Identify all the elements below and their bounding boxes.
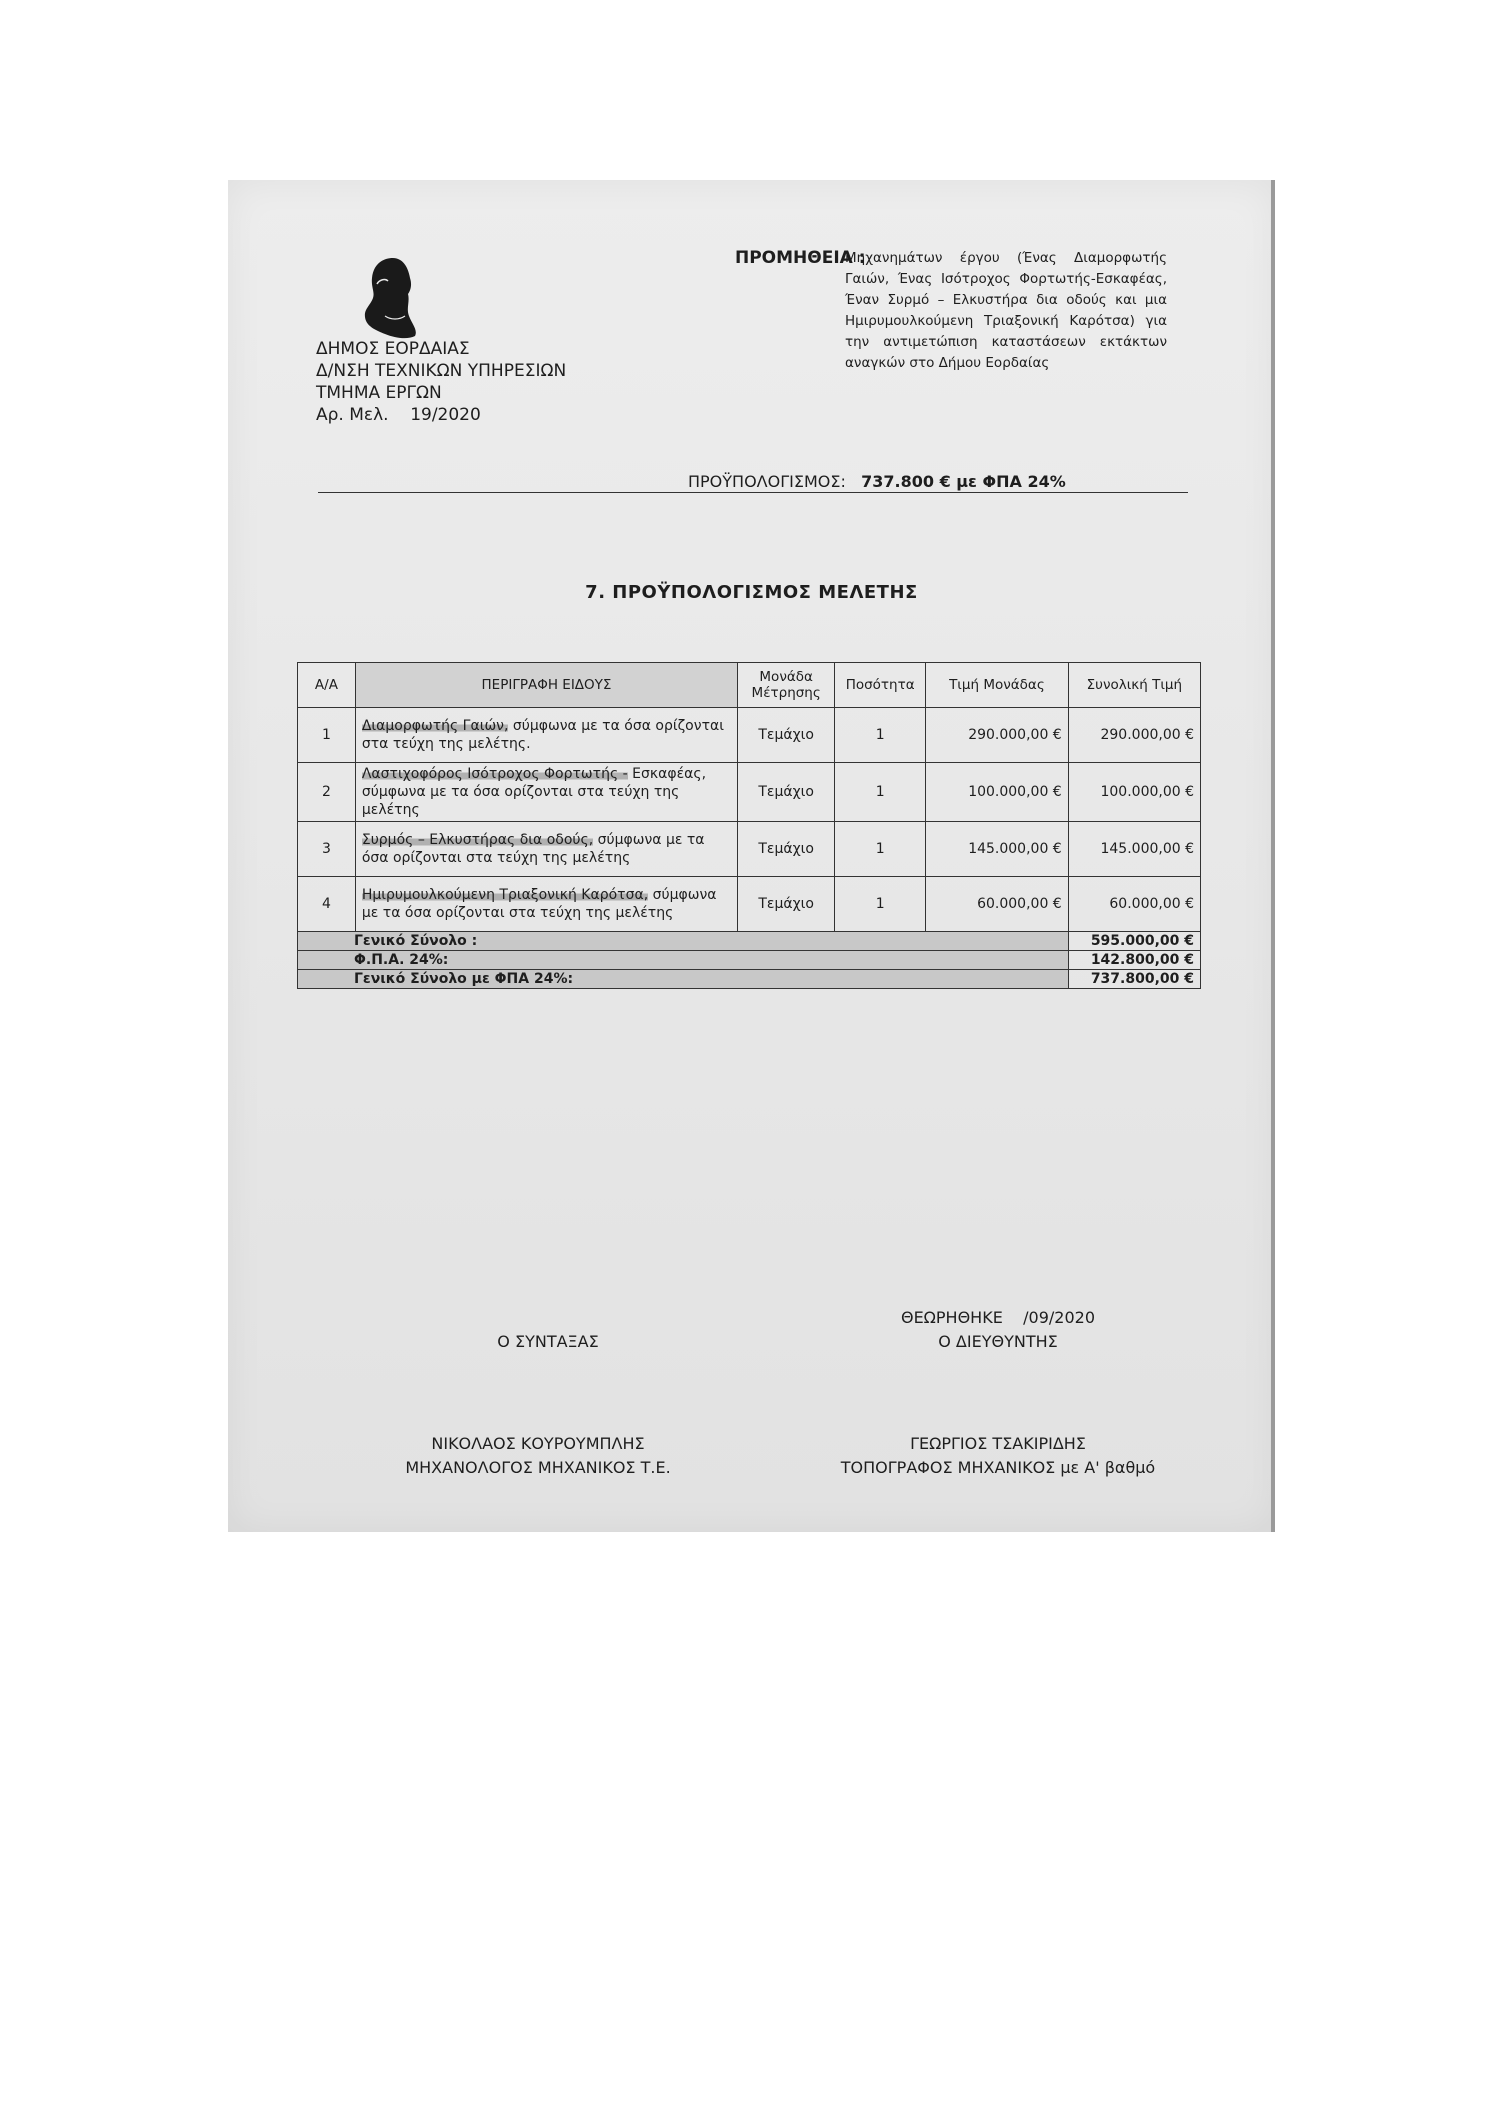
description-text: σύμφωνα με τα όσα ορίζονται στα τεύχη της μελέτης xyxy=(361,887,717,921)
table-row xyxy=(298,822,1201,877)
cell-unit: Τεμάχιο xyxy=(738,763,835,822)
cell-quantity: 1 xyxy=(835,877,926,932)
grand-total-label-text: Γενικό Σύνολο με ΦΠΑ 24%: xyxy=(354,971,574,987)
supply-description: Μηχανημάτων έργου (Ένας Διαμορφωτής Γαιών, Ένας Ισότροχος Φορτωτής-Εσκαφέας, Έναν Συρμό – Ελκυστήρα δια οδούς και μια Ημιρυμουλκούμενη Τριαξονική Καρότσα) για την αντιμετώπιση καταστάσεων εκτάκτων αναγκών στο Δήμου Εορδαίας xyxy=(845,250,1167,371)
header-divider xyxy=(318,492,1188,493)
grand-total-value: 737.800,00 € xyxy=(1068,970,1200,989)
cell-total: 145.000,00 € xyxy=(1068,822,1200,877)
cell-quantity: 1 xyxy=(835,822,926,877)
vat-label xyxy=(298,951,1069,970)
vat-label-text: Φ.Π.Α. 24%: xyxy=(354,952,449,968)
col-header-unit: Μονάδα Μέτρησης xyxy=(738,663,835,708)
cell-aa: 1 xyxy=(298,708,356,763)
col-header-unit-price: Τιμή Μονάδας xyxy=(926,663,1069,708)
director-name: ΓΕΩΡΓΙΟΣ ΤΣΑΚΙΡΙΔΗΣ xyxy=(910,1434,1086,1453)
author-block xyxy=(428,1330,668,1354)
table-row xyxy=(298,877,1201,932)
scanned-document-photo xyxy=(228,180,1275,1532)
highlighted-text: Συρμός – Ελκυστήρας δια οδούς, xyxy=(361,832,594,848)
study-number-value: 19/2020 xyxy=(410,405,481,425)
org-line-municipality: ΔΗΜΟΣ ΕΟΡΔΑΙΑΣ xyxy=(316,339,470,359)
budget-value: 737.800 € με ΦΠΑ 24% xyxy=(861,472,1066,491)
cell-description xyxy=(355,763,737,822)
description-text: σύμφωνα με τα όσα ορίζονται στα τεύχη της μελέτης xyxy=(361,832,705,866)
org-line-department: ΤΜΗΜΑ ΕΡΓΩΝ xyxy=(316,383,442,403)
supply-label: ΠΡΟΜΗΘΕΙΑ : xyxy=(735,248,866,268)
subtotal-value: 595.000,00 € xyxy=(1068,932,1200,951)
cell-total: 60.000,00 € xyxy=(1068,877,1200,932)
grand-total-row xyxy=(298,970,1201,989)
vat-row xyxy=(298,951,1201,970)
municipality-logo-icon xyxy=(355,254,425,344)
director-signature xyxy=(788,1432,1208,1480)
cell-unit-price: 145.000,00 € xyxy=(926,822,1069,877)
cell-total: 100.000,00 € xyxy=(1068,763,1200,822)
cell-description xyxy=(355,877,737,932)
cell-unit: Τεμάχιο xyxy=(738,708,835,763)
vat-value: 142.800,00 € xyxy=(1068,951,1200,970)
col-header-description: ΠΕΡΙΓΡΑΦΗ ΕΙΔΟΥΣ xyxy=(355,663,737,708)
section-title: 7. ΠΡΟΫΠΟΛΟΓΙΣΜΟΣ ΜΕΛΕΤΗΣ xyxy=(585,582,918,603)
grand-total-label xyxy=(298,970,1069,989)
study-number-label: Αρ. Μελ. xyxy=(316,405,389,425)
author-signature xyxy=(368,1432,708,1480)
table-row xyxy=(298,708,1201,763)
cell-description xyxy=(355,822,737,877)
cell-quantity: 1 xyxy=(835,708,926,763)
cell-unit: Τεμάχιο xyxy=(738,822,835,877)
table-row xyxy=(298,763,1201,822)
cell-description xyxy=(355,708,737,763)
director-block xyxy=(828,1306,1168,1354)
budget-label: ΠΡΟΫΠΟΛΟΓΙΣΜΟΣ: xyxy=(688,472,846,491)
cell-quantity: 1 xyxy=(835,763,926,822)
director-role: Ο ΔΙΕΥΘΥΝΤΗΣ xyxy=(938,1332,1058,1351)
subtotal-row xyxy=(298,932,1201,951)
cell-unit-price: 100.000,00 € xyxy=(926,763,1069,822)
highlighted-text: Ημιρυμουλκούμενη Τριαξονική Καρότσα, xyxy=(361,887,649,903)
col-header-quantity: Ποσότητα xyxy=(835,663,926,708)
author-role: Ο ΣΥΝΤΑΞΑΣ xyxy=(497,1332,599,1351)
cell-aa: 4 xyxy=(298,877,356,932)
director-title: ΤΟΠΟΓΡΑΦΟΣ ΜΗΧΑΝΙΚΟΣ με Α' βαθμό xyxy=(840,1458,1156,1477)
cell-unit: Τεμάχιο xyxy=(738,877,835,932)
cell-total: 290.000,00 € xyxy=(1068,708,1200,763)
org-line-directorate: Δ/ΝΣΗ ΤΕΧΝΙΚΩΝ ΥΠΗΡΕΣΙΩΝ xyxy=(316,361,567,381)
author-title: ΜΗΧΑΝΟΛΟΓΟΣ ΜΗΧΑΝΙΚΟΣ Τ.Ε. xyxy=(405,1458,671,1477)
table-header-row xyxy=(298,663,1201,708)
cell-unit-price: 60.000,00 € xyxy=(926,877,1069,932)
budget-table xyxy=(297,662,1201,989)
col-header-aa: Α/Α xyxy=(298,663,356,708)
organization-block xyxy=(316,338,566,426)
budget-line xyxy=(688,472,1066,491)
highlighted-text: Λαστιχοφόρος Ισότροχος Φορτωτής - xyxy=(361,766,628,782)
checked-date: ΘΕΩΡΗΘΗΚΕ /09/2020 xyxy=(900,1308,1096,1327)
cell-aa: 2 xyxy=(298,763,356,822)
author-name: ΝΙΚΟΛΑΟΣ ΚΟΥΡΟΥΜΠΛΗΣ xyxy=(431,1434,645,1453)
description-text: Εσκαφέας, σύμφωνα με τα όσα ορίζονται στα τεύχη της μελέτης xyxy=(361,766,707,818)
col-header-total-price: Συνολική Τιμή xyxy=(1068,663,1200,708)
subtotal-label xyxy=(298,932,1069,951)
cell-aa: 3 xyxy=(298,822,356,877)
subtotal-label-text: Γενικό Σύνολο : xyxy=(354,933,478,949)
description-text: σύμφωνα με τα όσα ορίζονται στα τεύχη της μελέτης. xyxy=(361,718,724,752)
highlighted-text: Διαμορφωτής Γαιών, xyxy=(361,718,509,734)
cell-unit-price: 290.000,00 € xyxy=(926,708,1069,763)
study-number xyxy=(316,404,566,426)
